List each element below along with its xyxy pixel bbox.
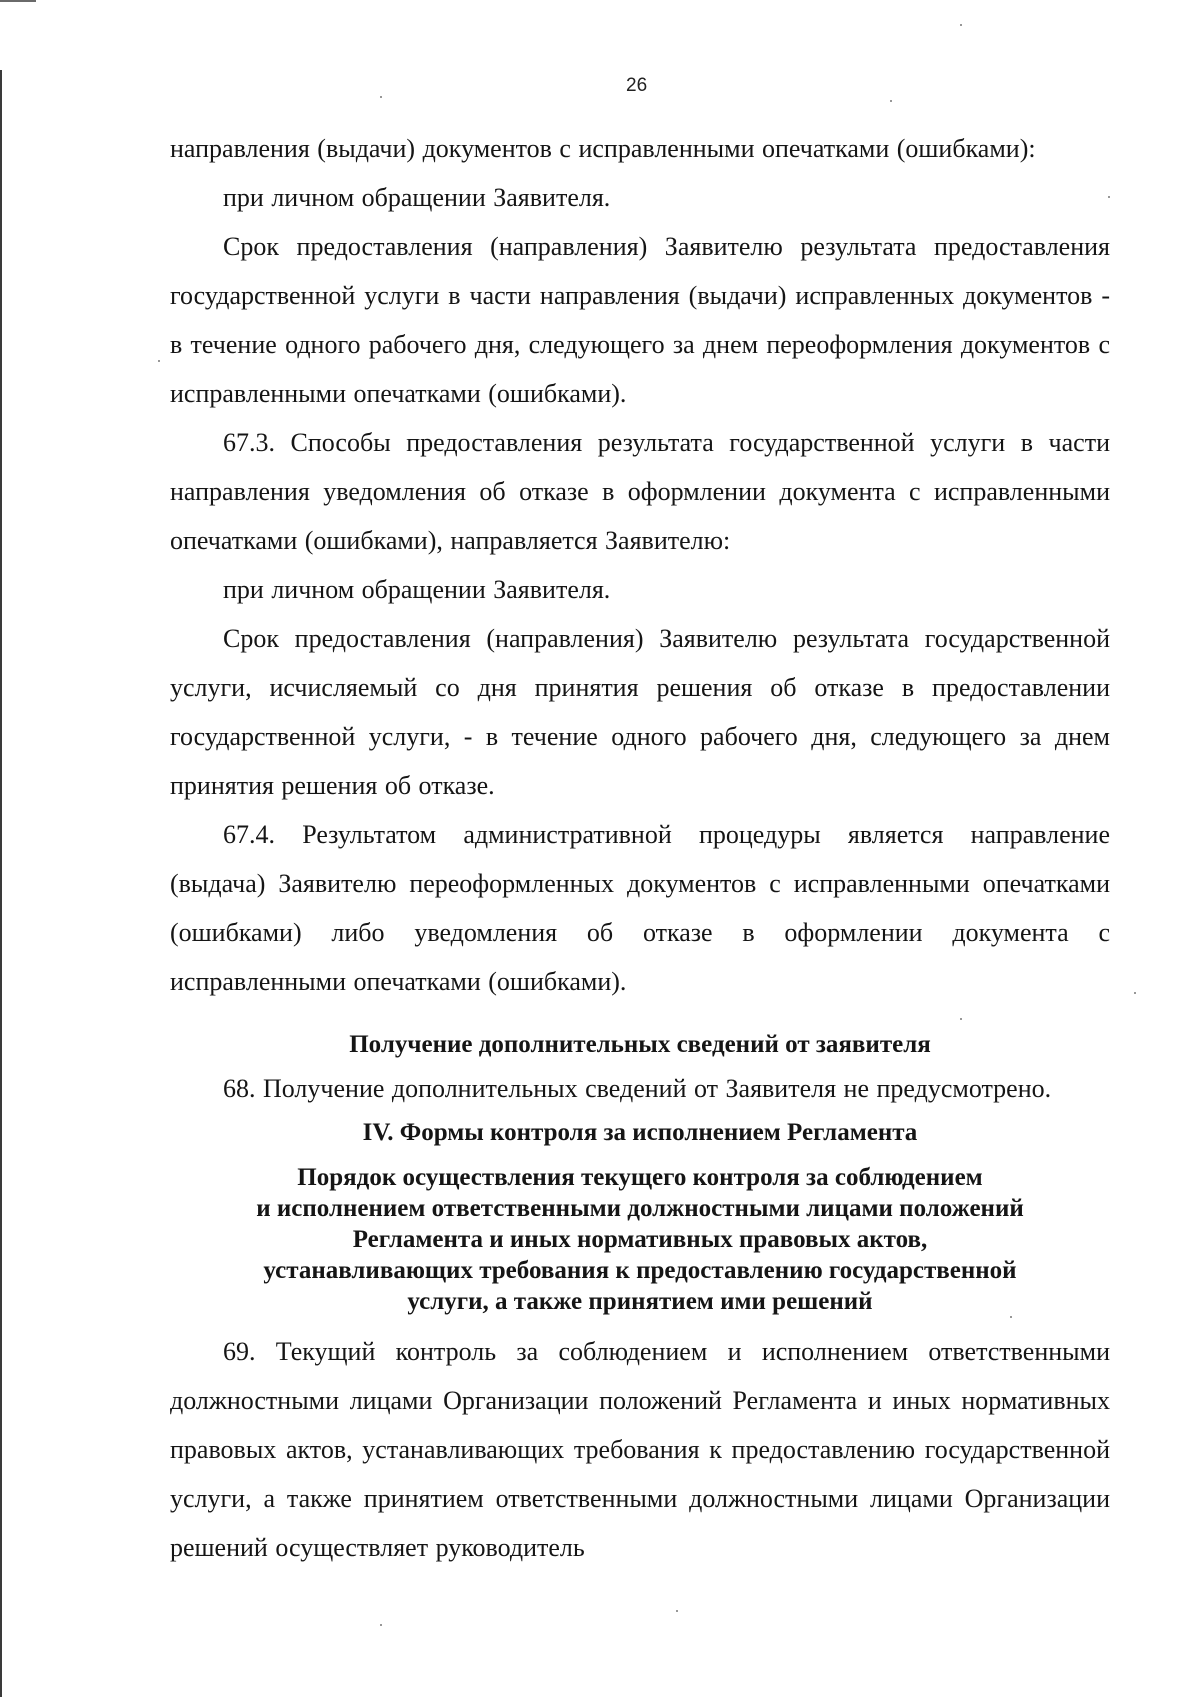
scan-speck [1010,1316,1012,1318]
paragraph-69: 69. Текущий контроль за соблюдением и исполнением ответственными должностными лицами Организации положений Регламента и иных нормативных правовых актов, устанавливающих требования к предоставлению государственной услуги, а также принятием ответственными должностными лицами Организации решений осуществляет руководитель [170,1337,1110,1562]
block-heading-line: устанавливающих требования к предоставлению государственной [263,1257,1017,1284]
paragraph-personal-visit-2: при личном обращении Заявителя. [223,575,611,604]
scan-speck [960,1018,962,1020]
paragraph-67-4: 67.4. Результатом административной процедуры является направление (выдача) Заявителю переоформленных документов с исправленными опечатками (ошибками) либо уведомления об отказе в оформлении документа с исправленными опечатками (ошибками). [170,820,1110,996]
scan-speck [1134,992,1136,994]
subheading-additional-info: Получение дополнительных сведений от заявителя [349,1031,931,1058]
paragraph-68: 68. Получение дополнительных сведений от Заявителя не предусмотрено. [223,1074,1052,1103]
block-heading-current-control [170,1162,1110,1317]
scan-left-edge [0,70,2,1697]
scan-speck [158,360,160,362]
block-heading-line: Порядок осуществления текущего контроля за соблюдением [297,1164,983,1191]
paragraph-67-3: 67.3. Способы предоставления результата государственной услуги в части направления уведомления об отказе в оформлении документа с исправленными опечатками (ошибками), направляется Заявителю: [170,428,1110,555]
scan-corner-mark [0,0,36,2]
page-number: 26 [626,75,648,96]
scan-speck [676,1610,678,1612]
section-heading-iv: IV. Формы контроля за исполнением Регламента [362,1119,918,1146]
scan-speck [380,96,382,98]
scan-speck [960,24,962,26]
block-heading-line: Регламента и иных нормативных правовых актов, [352,1226,928,1253]
document-body [170,124,1110,1572]
block-heading-line: услуги, а также принятием ими решений [407,1288,873,1315]
paragraph-personal-visit: при личном обращении Заявителя. [223,183,611,212]
scan-speck [380,1624,382,1626]
paragraph-continuation: направления (выдачи) документов с исправленными опечатками (ошибками): [170,134,1036,163]
block-heading-line: и исполнением ответственными должностными лицами положений [256,1195,1024,1222]
paragraph-term-refusal: Срок предоставления (направления) Заявителю результата государственной услуги, исчисляемый со дня принятия решения об отказе в предоставлении государственной услуги, - в течение одного рабочего дня, следующего за днем принятия решения об отказе. [170,624,1110,800]
scan-speck [890,100,892,102]
paragraph-term-corrected-docs: Срок предоставления (направления) Заявителю результата предоставления государственной услуги в части направления (выдачи) исправленных документов - в течение одного рабочего дня, следующего за днем переоформления документов с исправленными опечатками (ошибками). [170,232,1110,408]
scan-speck [1108,196,1110,198]
